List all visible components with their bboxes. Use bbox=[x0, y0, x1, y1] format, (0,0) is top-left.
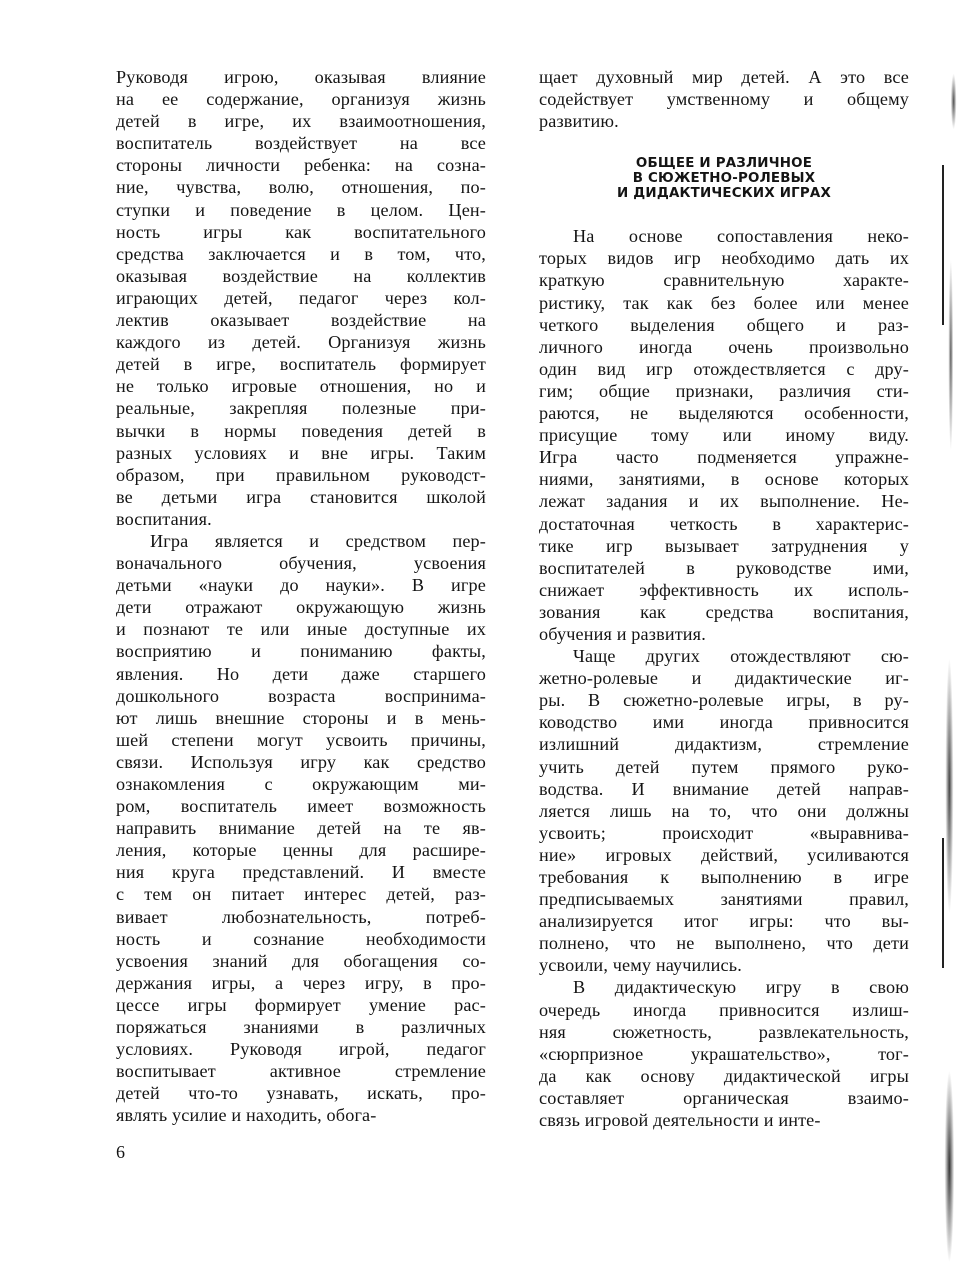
text-line: жетно-ролевые и дидактические иг- bbox=[539, 668, 909, 689]
text-line: торых видов игр необходимо дать их bbox=[539, 248, 909, 269]
text-line: дошкольного возраста воспринима- bbox=[116, 685, 486, 706]
text-line: явления. Но дети даже старшего bbox=[116, 663, 486, 684]
text-line: ниями, занятиями, в основе которых bbox=[539, 469, 909, 490]
text-line: гим; общие признаки, различия сти- bbox=[539, 380, 909, 401]
text-line: с тем он питает интерес детей, раз- bbox=[116, 884, 486, 905]
text-line: ние, чувства, волю, отношения, по- bbox=[116, 177, 486, 198]
text-line: тике игр вызывает затруднения у bbox=[539, 535, 909, 556]
text-line: лектив оказывает воздействие на bbox=[116, 310, 486, 331]
intro-paragraph bbox=[539, 66, 909, 132]
text-line: обучения и развития. bbox=[539, 623, 706, 644]
text-line: ступки и поведение в целом. Цен- bbox=[116, 199, 486, 220]
text-line: ность игры как воспитательного bbox=[116, 221, 486, 242]
text-line: снижает эффективность их исполь- bbox=[539, 579, 909, 600]
text-line: ления, которые ценны для расшире- bbox=[116, 840, 486, 861]
text-line: воспитания. bbox=[116, 508, 212, 529]
text-line: личного иногда очень произвольно bbox=[539, 336, 909, 357]
paragraph bbox=[116, 66, 486, 530]
text-line: Руководя игрою, оказывая влияние bbox=[116, 67, 486, 87]
heading-line: И ДИДАКТИЧЕСКИХ ИГРАХ bbox=[617, 186, 831, 202]
text-line: цессе игры формирует умение рас- bbox=[116, 994, 486, 1015]
text-line: каждого из детей. Организуя жизнь bbox=[116, 332, 486, 353]
text-line: детьми «науки до науки». В игре bbox=[116, 575, 486, 596]
text-line: усвоить; происходит «выравнива- bbox=[539, 822, 909, 843]
text-line: держания игры, а через игру, в про- bbox=[116, 972, 486, 993]
text-line: на ее содержание, организуя жизнь bbox=[116, 89, 486, 110]
binding-edge-line bbox=[942, 838, 944, 968]
binding-edge-line bbox=[942, 165, 944, 325]
text-line: няя сюжетность, развлекательность, bbox=[539, 1021, 909, 1042]
text-line: не только игровые отношения, но и bbox=[116, 376, 486, 397]
text-line: «сюрпризное украшательство», тог- bbox=[539, 1043, 909, 1064]
text-line: играющих детей, педагог через кол- bbox=[116, 287, 486, 308]
text-line: да как основу дидактической игры bbox=[539, 1065, 909, 1086]
text-line: поряжаться знаниями в различных bbox=[116, 1017, 486, 1038]
text-line: полнено, что не выполнено, что дети bbox=[539, 933, 909, 954]
text-line: Чаще других отождествляют сю- bbox=[573, 646, 909, 667]
paragraph bbox=[539, 645, 909, 976]
text-line: присущие тому или иному виду. bbox=[539, 425, 909, 446]
text-line: ют лишь внешние стороны и в мень- bbox=[116, 707, 486, 728]
text-line: лежат задания и их выполнение. Не- bbox=[539, 491, 909, 512]
heading-line: ОБЩЕЕ И РАЗЛИЧНОЕ bbox=[635, 156, 813, 172]
text-line: щает духовный мир детей. А это все bbox=[539, 67, 909, 87]
heading-line: В СЮЖЕТНО-РОЛЕВЫХ bbox=[632, 171, 816, 187]
text-line: очередь иногда привносится излиш- bbox=[539, 999, 909, 1020]
text-line: усвоения знаний для обогащения со- bbox=[116, 950, 486, 971]
text-line: оказывая воздействие на коллектив bbox=[116, 265, 486, 286]
text-line: излишний дидактизм, стремление bbox=[539, 734, 909, 755]
text-line: воспитывает активное стремление bbox=[116, 1061, 486, 1082]
text-line: шей степени могут усвоить причины, bbox=[116, 729, 486, 750]
text-line: ние» игровых действий, усиливаются bbox=[539, 844, 909, 865]
text-line: ве детьми игра становится школой bbox=[116, 486, 486, 507]
text-line: реальные, закрепляя полезные при- bbox=[116, 398, 486, 419]
text-line: предписываемых занятиями правил, bbox=[539, 889, 909, 910]
text-line: На основе сопоставления неко- bbox=[573, 226, 909, 247]
text-line: четкого выделения общего и раз- bbox=[539, 314, 909, 335]
text-line: составляет органическая взаимо- bbox=[539, 1087, 909, 1108]
text-line: анализируется итог игры: что вы- bbox=[539, 911, 909, 932]
paragraph bbox=[539, 976, 909, 1131]
text-line: ляется лишь на то, что они должны bbox=[539, 800, 909, 821]
text-line: детей что-то узнавать, искать, про- bbox=[116, 1083, 486, 1104]
text-line: ром, воспитатель имеет возможность bbox=[116, 796, 486, 817]
text-line: развитию. bbox=[539, 111, 619, 132]
text-line: достаточная четкость в характерис- bbox=[539, 513, 909, 534]
text-line: детей в игре, их взаимоотношения, bbox=[116, 111, 486, 132]
text-line: связи. Используя игру как средство bbox=[116, 751, 486, 772]
text-line: содействует умственному и общему bbox=[539, 89, 909, 110]
text-line: воспитатель воздействует на все bbox=[116, 133, 486, 154]
text-line: дети отражают окружающую жизнь bbox=[116, 597, 486, 618]
text-line: зования как средства воспитания, bbox=[539, 601, 909, 622]
text-line: направить внимание детей на те яв- bbox=[116, 818, 486, 839]
left-column bbox=[116, 66, 486, 1127]
binding-edge-shadow bbox=[934, 0, 962, 1268]
text-line: средства заключается и в том, что, bbox=[116, 243, 486, 264]
paragraph bbox=[116, 530, 486, 1127]
text-line: раются, не выделяются особенности, bbox=[539, 403, 909, 424]
text-line: Игра является и средством пер- bbox=[150, 530, 486, 551]
text-line: связь игровой деятельности и инте- bbox=[539, 1110, 821, 1131]
text-line: вивает любознательность, потреб- bbox=[116, 906, 486, 927]
text-line: ознакомления с окружающим ми- bbox=[116, 774, 486, 794]
right-column bbox=[539, 66, 909, 1131]
text-line: усвоили, чему научились. bbox=[539, 955, 742, 976]
text-line: воспитателей в руководстве ими, bbox=[539, 557, 909, 578]
paragraph bbox=[539, 225, 909, 645]
text-line: образом, при правильном руководст- bbox=[116, 464, 486, 485]
text-line: ководство ими иногда привносится bbox=[539, 712, 909, 733]
text-line: ния круга представлений. И вместе bbox=[116, 862, 486, 883]
section-heading bbox=[539, 156, 909, 201]
page-number: 6 bbox=[116, 1142, 125, 1162]
text-line: ристику, так как без более или менее bbox=[539, 292, 909, 313]
text-line: вычки в нормы поведения детей в bbox=[116, 420, 486, 441]
text-line: являть усилие и находить, обога- bbox=[116, 1105, 377, 1126]
text-line: требования к выполнению в игре bbox=[539, 867, 909, 887]
text-line: стороны личности ребенка: на созна- bbox=[116, 155, 486, 176]
text-line: краткую сравнительную характе- bbox=[539, 270, 909, 291]
text-line: детей в игре, воспитатель формирует bbox=[116, 354, 486, 375]
text-line: водства. И внимание детей направ- bbox=[539, 778, 909, 799]
text-line: восприятию и пониманию факты, bbox=[116, 641, 486, 662]
text-line: разных условиях и вне игры. Таким bbox=[116, 442, 486, 463]
text-line: В дидактическую игру в свою bbox=[573, 977, 909, 998]
right-paragraphs bbox=[539, 225, 909, 1131]
text-line: ры. В сюжетно-ролевые игры, в ру- bbox=[539, 690, 909, 711]
text-line: учить детей путем прямого руко- bbox=[539, 756, 909, 777]
text-line: Игра часто подменяется упражне- bbox=[539, 447, 909, 468]
text-line: и познают те или иные доступные их bbox=[116, 619, 486, 640]
text-line: один вид игр отождествляется с дру- bbox=[539, 358, 909, 379]
text-line: воначального обучения, усвоения bbox=[116, 553, 486, 574]
text-line: ность и сознание необходимости bbox=[116, 928, 486, 949]
text-line: условиях. Руководя игрой, педагог bbox=[116, 1039, 486, 1060]
paragraph bbox=[539, 66, 909, 132]
